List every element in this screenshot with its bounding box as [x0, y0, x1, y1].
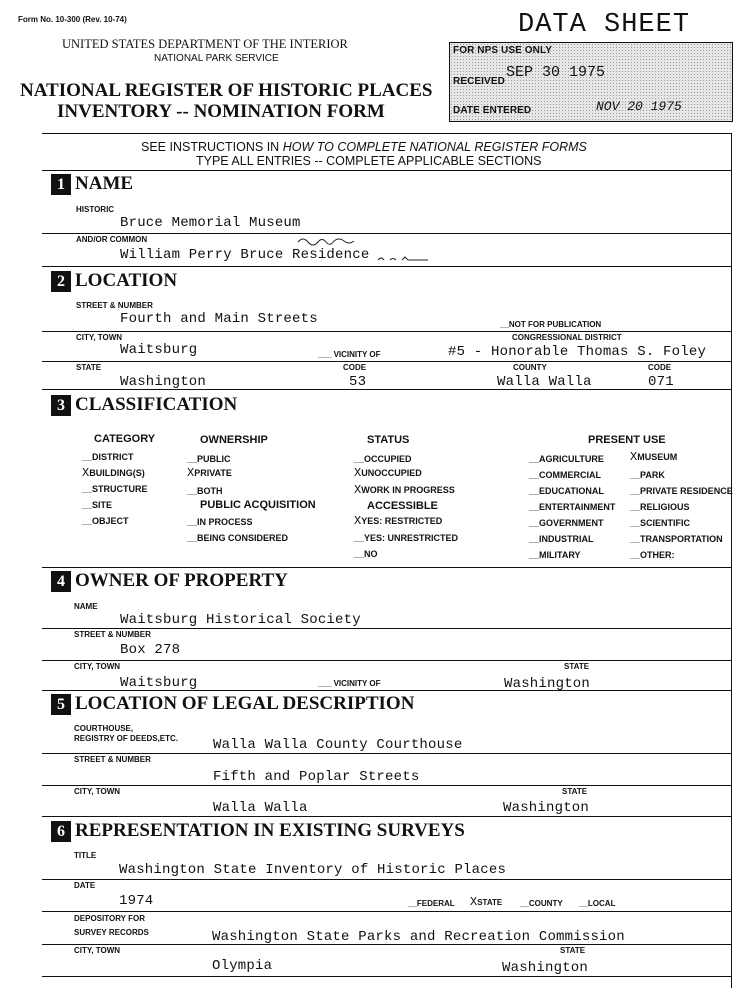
legal-state-label: STATE — [562, 787, 588, 796]
survey-state-label: STATE — [477, 898, 503, 907]
divider — [42, 170, 732, 171]
county-label: COUNTY — [513, 363, 547, 372]
legal-state-value: Washington — [503, 800, 590, 816]
survey-federal-option[interactable]: __FEDERAL — [408, 899, 455, 908]
legal-street-label: STREET & NUMBER — [74, 755, 151, 764]
category-site-option[interactable]: __SITE — [82, 500, 113, 510]
divider — [42, 816, 732, 817]
depository-value: Washington State Parks and Recreation Commission — [212, 929, 625, 945]
status-work-in-progress-label: WORK IN PROGRESS — [361, 485, 455, 495]
use-government-option[interactable]: __GOVERNMENT — [529, 518, 604, 528]
section-2-title: LOCATION — [75, 270, 178, 291]
state-code-label: CODE — [343, 363, 367, 372]
data-sheet-label: DATA SHEET — [518, 10, 691, 40]
owner-city-label: CITY, TOWN — [74, 662, 121, 671]
form-title-line2: INVENTORY -- NOMINATION FORM — [57, 101, 385, 122]
instructions-prefix: SEE INSTRUCTIONS IN — [141, 140, 283, 154]
status-work-in-progress-option[interactable] — [354, 483, 455, 497]
handwritten-annotation — [376, 254, 436, 264]
use-industrial-option[interactable]: __INDUSTRIAL — [529, 534, 594, 544]
checked-mark: X — [354, 483, 362, 497]
use-commercial-option[interactable]: __COMMERCIAL — [529, 470, 602, 480]
use-museum-label: MUSEUM — [637, 452, 678, 462]
owner-name-value: Waitsburg Historical Society — [120, 612, 361, 628]
acquisition-in-process-option[interactable]: __IN PROCESS — [187, 517, 253, 527]
checked-mark: X — [187, 466, 195, 480]
use-private-residence-option[interactable]: __PRIVATE RESIDENCE — [630, 486, 733, 496]
divider — [42, 785, 732, 786]
survey-date-label: DATE — [74, 881, 96, 890]
depository-label-1: DEPOSITORY FOR — [74, 914, 145, 923]
depository-label-2: SURVEY RECORDS — [74, 928, 149, 937]
survey-state-option[interactable] — [470, 895, 502, 909]
survey-city-label: CITY, TOWN — [74, 946, 121, 955]
nps-date-entered-stamp: NOV 20 1975 — [596, 99, 682, 114]
ownership-private-option[interactable] — [187, 466, 232, 480]
survey-state-label-field: STATE — [560, 946, 586, 955]
registry-label: REGISTRY OF DEEDS,ETC. — [74, 734, 179, 743]
section-5-title: LOCATION OF LEGAL DESCRIPTION — [75, 693, 415, 714]
checked-mark: X — [82, 466, 90, 480]
common-name: William Perry Bruce Residence — [120, 247, 370, 263]
section-6-number: 6 — [51, 821, 71, 842]
street-value: Fourth and Main Streets — [120, 311, 318, 327]
state-value: Washington — [120, 374, 207, 390]
handwritten-annotation — [296, 234, 366, 246]
ownership-both-option[interactable]: __BOTH — [187, 486, 223, 496]
divider — [42, 976, 732, 977]
divider — [42, 361, 732, 362]
service-name: NATIONAL PARK SERVICE — [154, 53, 279, 64]
courthouse-label: COURTHOUSE, — [74, 724, 134, 733]
nps-date-entered-label: DATE ENTERED — [453, 105, 532, 116]
survey-title-label: TITLE — [74, 851, 97, 860]
divider — [42, 266, 732, 267]
section-4-number: 4 — [51, 571, 71, 592]
ownership-private-label: PRIVATE — [194, 468, 232, 478]
use-museum-option[interactable] — [630, 450, 677, 464]
divider — [42, 753, 732, 754]
not-for-publication-option: __NOT FOR PUBLICATION — [500, 320, 602, 329]
accessible-header: ACCESSIBLE — [367, 500, 438, 512]
department-name: UNITED STATES DEPARTMENT OF THE INTERIOR — [62, 37, 348, 51]
legal-city-label: CITY, TOWN — [74, 787, 121, 796]
survey-date-value: 1974 — [119, 893, 154, 909]
common-label: AND/OR COMMON — [76, 235, 148, 244]
owner-city-value: Waitsburg — [120, 675, 198, 691]
owner-state-value: Washington — [504, 676, 591, 692]
section-3-title: CLASSIFICATION — [75, 394, 238, 415]
nps-use-box — [449, 42, 733, 122]
county-code-label: CODE — [648, 363, 672, 372]
owner-street-label: STREET & NUMBER — [74, 630, 151, 639]
use-entertainment-option[interactable]: __ENTERTAINMENT — [529, 502, 616, 512]
section-3-number: 3 — [51, 395, 71, 416]
frame-right — [731, 133, 732, 988]
divider — [42, 331, 732, 332]
category-district-option[interactable]: __DISTRICT — [82, 452, 134, 462]
street-label: STREET & NUMBER — [76, 301, 153, 310]
owner-vicinity-option: ___ VICINITY OF — [318, 679, 381, 688]
survey-state-value: Washington — [502, 960, 589, 976]
divider — [42, 233, 732, 234]
status-occupied-option[interactable]: __OCCUPIED — [354, 454, 412, 464]
nps-for-use-label: FOR NPS USE ONLY — [453, 45, 553, 56]
nps-received-stamp: SEP 30 1975 — [506, 64, 606, 81]
survey-county-option[interactable]: __COUNTY — [520, 899, 563, 908]
divider — [42, 660, 732, 661]
use-military-option[interactable]: __MILITARY — [529, 550, 581, 560]
ownership-header: OWNERSHIP — [200, 434, 268, 446]
instructions-line1 — [141, 140, 587, 154]
public-acquisition-header: PUBLIC ACQUISITION — [200, 499, 316, 511]
legal-street-value: Fifth and Poplar Streets — [213, 769, 420, 785]
owner-street-value: Box 278 — [120, 642, 181, 658]
checked-mark: X — [630, 450, 638, 464]
use-agriculture-option[interactable]: __AGRICULTURE — [529, 454, 604, 464]
checked-mark: X — [470, 895, 478, 909]
divider — [42, 911, 732, 912]
vicinity-option: ___ VICINITY OF — [318, 350, 381, 359]
section-1-title: NAME — [75, 173, 134, 194]
survey-city-value: Olympia — [212, 958, 273, 974]
section-4-title: OWNER OF PROPERTY — [75, 570, 288, 591]
congressional-district-label: CONGRESSIONAL DISTRICT — [512, 333, 622, 342]
instructions-line2: TYPE ALL ENTRIES -- COMPLETE APPLICABLE SECTIONS — [196, 154, 542, 168]
form-number: Form No. 10-300 (Rev. 10-74) — [18, 15, 127, 24]
owner-state-label: STATE — [564, 662, 590, 671]
category-structure-option[interactable]: __STRUCTURE — [82, 484, 148, 494]
category-buildings-label: BUILDING(S) — [89, 468, 145, 478]
use-transportation-option[interactable]: __TRANSPORTATION — [630, 534, 723, 544]
use-educational-option[interactable]: __EDUCATIONAL — [529, 486, 604, 496]
divider — [42, 628, 732, 629]
divider — [42, 567, 732, 568]
survey-title-value: Washington State Inventory of Historic Places — [119, 862, 507, 878]
section-1-number: 1 — [51, 174, 71, 195]
form-title-line1: NATIONAL REGISTER OF HISTORIC PLACES — [20, 80, 433, 101]
acquisition-being-considered-option[interactable]: __BEING CONSIDERED — [187, 533, 289, 543]
checked-mark: X — [354, 514, 362, 528]
use-other-option[interactable]: __OTHER: — [630, 550, 675, 560]
use-religious-option[interactable]: __RELIGIOUS — [630, 502, 690, 512]
status-unoccupied-option[interactable] — [354, 466, 422, 480]
frame-top — [42, 133, 732, 134]
use-scientific-option[interactable]: __SCIENTIFIC — [630, 518, 691, 528]
accessible-unrestricted-option[interactable]: __YES: UNRESTRICTED — [354, 533, 459, 543]
use-park-option[interactable]: __PARK — [630, 470, 665, 480]
state-code-value: 53 — [349, 374, 367, 390]
category-object-option[interactable]: __OBJECT — [82, 516, 129, 526]
divider — [42, 389, 732, 390]
status-unoccupied-label: UNOCCUPIED — [361, 468, 422, 478]
divider — [42, 944, 732, 945]
category-buildings-option[interactable] — [82, 466, 145, 480]
status-header: STATUS — [367, 434, 410, 446]
present-use-header: PRESENT USE — [588, 434, 666, 446]
city-label: CITY, TOWN — [76, 333, 123, 342]
section-6-title: REPRESENTATION IN EXISTING SURVEYS — [75, 820, 465, 841]
survey-local-option[interactable]: __LOCAL — [579, 899, 616, 908]
ownership-public-option[interactable]: __PUBLIC — [187, 454, 231, 464]
courthouse-value: Walla Walla County Courthouse — [213, 737, 463, 753]
county-code-value: 071 — [648, 374, 674, 390]
legal-city-value: Walla Walla — [213, 800, 308, 816]
county-value: Walla Walla — [497, 374, 592, 390]
divider — [42, 690, 732, 691]
historic-label: HISTORIC — [76, 205, 115, 214]
section-5-number: 5 — [51, 694, 71, 715]
city-value: Waitsburg — [120, 342, 198, 358]
state-label: STATE — [76, 363, 102, 372]
accessible-restricted-label: YES: RESTRICTED — [361, 516, 443, 526]
instructions-book-title: HOW TO COMPLETE NATIONAL REGISTER FORMS — [282, 140, 587, 154]
congressional-district-value: #5 - Honorable Thomas S. Foley — [448, 344, 707, 360]
owner-name-label: NAME — [74, 602, 98, 611]
historic-name: Bruce Memorial Museum — [120, 215, 301, 231]
checked-mark: X — [354, 466, 362, 480]
section-2-number: 2 — [51, 271, 71, 292]
accessible-restricted-option[interactable] — [354, 514, 442, 528]
nps-received-label: RECEIVED — [453, 76, 505, 87]
accessible-no-option[interactable]: __NO — [354, 549, 378, 559]
divider — [42, 879, 732, 880]
category-header: CATEGORY — [94, 433, 156, 445]
